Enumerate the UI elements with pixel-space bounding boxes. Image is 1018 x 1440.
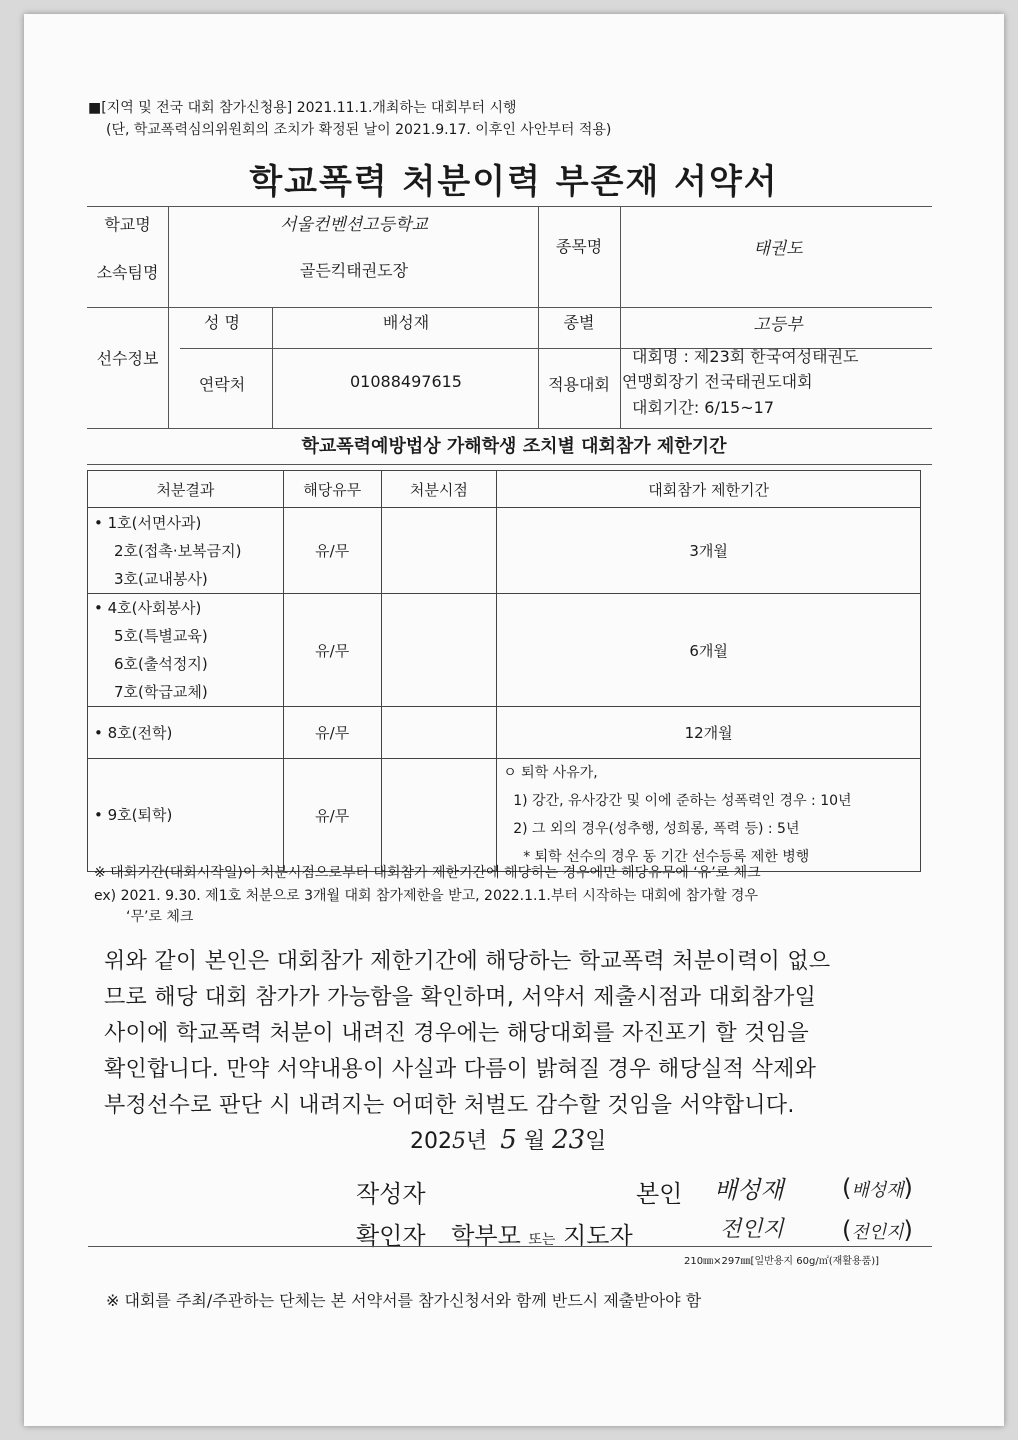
seal-open: ( xyxy=(842,1174,852,1202)
table-row xyxy=(88,594,921,707)
seal-close: ) xyxy=(903,1216,913,1244)
info-divider xyxy=(87,307,932,308)
team-label: 소속팀명 xyxy=(96,263,159,282)
pledge-line-2: 므로 해당 대회 참가가 가능함을 확인하며, 서약서 제출시점과 대회참가일 xyxy=(104,985,817,1010)
school-value: 서울컨벤션고등학교 xyxy=(280,215,428,235)
self-signature[interactable]: 배성재 xyxy=(714,1176,784,1204)
restriction-table xyxy=(87,470,921,872)
name-value: 배성재 xyxy=(382,313,430,332)
measure-item: 6호(출석정지) xyxy=(114,655,208,673)
player-info-label: 선수정보 xyxy=(96,349,159,368)
competition-label: 적용대회 xyxy=(548,375,610,394)
measure-item: 2호(접촉·보복금지) xyxy=(114,541,242,560)
division-label: 종별 xyxy=(563,313,595,332)
event-value: 태권도 xyxy=(753,239,803,259)
measure-item: 7호(학급교체) xyxy=(114,683,208,701)
limit-line: * 퇴학 선수의 경우 동 기간 선수등록 제한 병행 xyxy=(523,849,810,865)
division-value: 고등부 xyxy=(753,315,803,335)
info-top-border xyxy=(87,206,932,207)
bottom-note: ※ 대회를 주최/주관하는 단체는 본 서약서를 참가신청서와 함께 반드시 제출받아야 함 xyxy=(106,1291,702,1310)
measure-item: • 1호(서면사과) xyxy=(94,513,202,532)
restriction-section-title: 학교폭력예방법상 가해학생 조치별 대회참가 제한기간 xyxy=(301,436,727,457)
measure-cell xyxy=(88,508,284,594)
date-year-label: 년 xyxy=(466,1129,488,1154)
coach-label: 지도자 xyxy=(563,1222,633,1250)
date-cell[interactable] xyxy=(381,594,497,707)
info-bottom-border xyxy=(87,428,932,429)
pledge-document xyxy=(24,14,1004,1426)
pledge-line-3: 사이에 학교폭력 처분이 내려진 경우에는 해당대회를 자진포기 할 것임을 xyxy=(104,1021,809,1046)
col-header-measure: 처분결과 xyxy=(88,471,284,508)
col-header-applicable: 해당유무 xyxy=(283,471,381,508)
parent-label: 학부모 xyxy=(451,1222,521,1250)
contact-value: 01088497615 xyxy=(350,372,462,391)
seal-open: ( xyxy=(842,1216,852,1244)
limit-cell xyxy=(497,759,921,872)
pledge-line-5: 부정선수로 판단 시 내려지는 어떠한 처벌도 감수할 것임을 서약합니다. xyxy=(104,1093,795,1118)
measure-cell xyxy=(88,707,284,759)
limit-cell: 3개월 xyxy=(497,508,921,594)
date-year-prefix: 202 xyxy=(410,1129,452,1154)
limit-cell: 6개월 xyxy=(497,594,921,707)
coach-seal-signature: 전인지 xyxy=(851,1222,904,1243)
self-seal-signature: 배성재 xyxy=(851,1180,904,1201)
applicable-checkbox[interactable]: 유/무 xyxy=(283,594,381,707)
applicable-checkbox[interactable]: 유/무 xyxy=(283,508,381,594)
measure-cell xyxy=(88,594,284,707)
footnote-line-2: ex) 2021. 9.30. 제1호 처분으로 3개월 대회 참가제한을 받고, 2022.1.1.부터 시작하는 대회에 참가할 경우 xyxy=(94,888,758,904)
name-label: 성 명 xyxy=(204,313,240,332)
section-divider xyxy=(87,464,932,465)
measure-item: • 9호(퇴학) xyxy=(94,806,173,824)
document-title: 학교폭력 처분이력 부존재 서약서 xyxy=(249,162,779,202)
paper-spec: 210㎜×297㎜[일반용지 60g/㎡(재활용품)] xyxy=(684,1256,880,1267)
writer-label: 작성자 xyxy=(356,1180,426,1208)
or-label: 또는 xyxy=(528,1232,556,1248)
school-label: 학교명 xyxy=(104,215,151,234)
limit-cell: 12개월 xyxy=(497,707,921,759)
table-row xyxy=(88,508,921,594)
pledge-line-4: 확인합니다. 만약 서약내용이 사실과 다름이 밝혀질 경우 해당실적 삭제와 xyxy=(104,1057,817,1082)
measure-cell xyxy=(88,759,284,872)
competition-name-line2: 연맹회장기 전국태권도대회 xyxy=(622,372,813,391)
seal-close: ) xyxy=(903,1174,913,1202)
event-label: 종목명 xyxy=(555,237,603,256)
measure-item: 3호(교내봉사) xyxy=(114,569,208,588)
date-month-label: 월 xyxy=(523,1129,546,1154)
spec-divider xyxy=(88,1246,932,1247)
pledge-line-1: 위와 같이 본인은 대회참가 제한기간에 해당하는 학교폭력 처분이력이 없으 xyxy=(104,949,831,974)
team-value: 골든킥태권도장 xyxy=(299,261,409,280)
date-day-label: 일 xyxy=(585,1129,607,1154)
applicable-checkbox[interactable]: 유/무 xyxy=(283,707,381,759)
limit-line: 2) 그 외의 경우(성추행, 성희롱, 폭력 등) : 5년 xyxy=(513,821,800,837)
competition-period: 대회기간: 6/15~17 xyxy=(632,398,774,417)
table-row xyxy=(88,759,921,872)
col-header-limit: 대회참가 제한기간 xyxy=(497,471,921,508)
date-cell[interactable] xyxy=(381,759,497,872)
table-row xyxy=(88,707,921,759)
applicable-checkbox[interactable]: 유/무 xyxy=(283,759,381,872)
measure-item: • 4호(사회봉사) xyxy=(94,599,202,617)
measure-item: 5호(특별교육) xyxy=(114,627,208,645)
table-header-row xyxy=(88,471,921,508)
signing-date xyxy=(410,1124,606,1155)
self-label: 본인 xyxy=(636,1180,683,1208)
info-col-line xyxy=(620,206,621,428)
date-cell[interactable] xyxy=(381,707,497,759)
limit-line: ㅇ 퇴학 사유가, xyxy=(503,765,598,781)
coach-signature[interactable]: 전인지 xyxy=(720,1217,784,1242)
date-day[interactable]: 23 xyxy=(552,1125,586,1155)
footnote-line-1: ※ 대회기간(대회시작일)이 처분시점으로부터 대회참가 제한기간에 해당하는 경우에만 해당유무에 ‘유’로 체크 xyxy=(94,865,761,881)
limit-line: 1) 강간, 유사강간 및 이에 준하는 성폭력인 경우 : 10년 xyxy=(513,793,852,809)
coach-seal xyxy=(842,1216,913,1244)
date-cell[interactable] xyxy=(381,508,497,594)
date-year-digit[interactable]: 5 xyxy=(452,1129,466,1154)
competition-name-line1: 대회명 : 제23회 한국여성태권도 xyxy=(632,347,859,366)
info-col-line xyxy=(272,307,273,428)
date-month[interactable]: 5 xyxy=(500,1125,517,1155)
self-seal xyxy=(842,1174,913,1202)
info-col-line xyxy=(168,206,169,428)
notice-line-1: ■[지역 및 전국 대회 참가신청용] 2021.11.1.개최하는 대회부터 시행 xyxy=(88,100,517,116)
measure-item: • 8호(전학) xyxy=(94,723,173,742)
notice-line-2: (단, 학교폭력심의위원회의 조치가 확정된 날이 2021.9.17. 이후인 사안부터 적용) xyxy=(106,122,612,138)
col-header-date: 처분시점 xyxy=(381,471,497,508)
contact-label: 연락처 xyxy=(198,375,246,394)
footnote-line-3: ‘무’로 체크 xyxy=(126,909,194,925)
confirmer-label: 확인자 xyxy=(356,1222,426,1250)
